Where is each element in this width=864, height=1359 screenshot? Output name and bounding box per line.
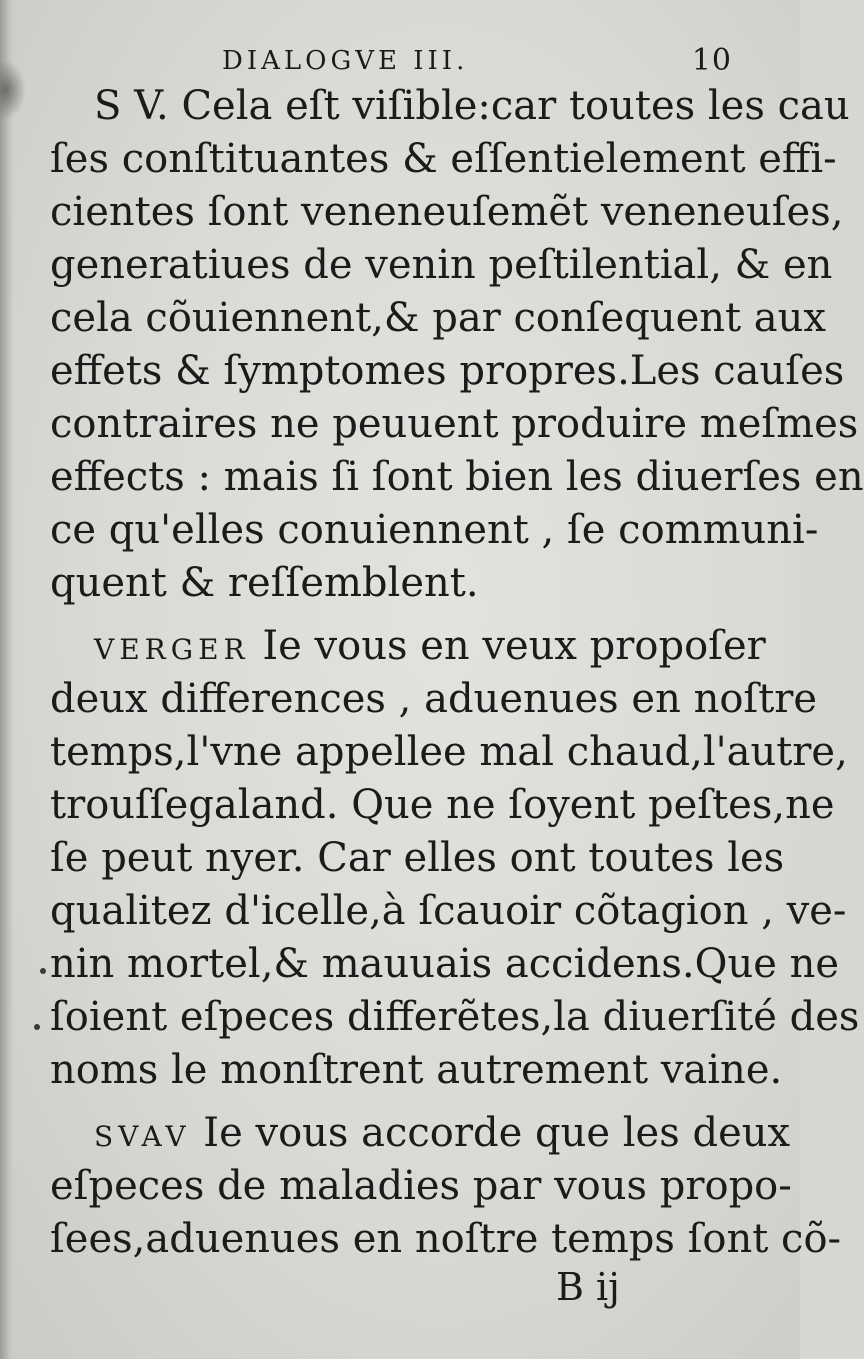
text-line: contraires ne peuuent produire meſmes: [50, 401, 859, 447]
text-line: quent & reſſemblent.: [50, 560, 479, 606]
page-gutter-shadow: [0, 0, 14, 1359]
text-line: effects : mais ſi ſont bien les diuerſes en: [50, 454, 864, 500]
text-line: deux differences , aduenues en noſtre: [50, 676, 818, 722]
body-text: [50, 80, 864, 1266]
text-line: nin mortel,& mauuais accidens.Que ne: [50, 941, 840, 987]
text-line: eſpeces de maladies par vous propo-: [50, 1163, 792, 1209]
text-line: qualitez d'icelle,à ſcauoir cõtagion , ve-: [50, 888, 847, 934]
text-line: ſe peut nyer. Car elles ont toutes les: [50, 835, 785, 881]
running-header: [222, 40, 732, 82]
text-line: temps,l'vne appellee mal chaud,l'autre,: [50, 729, 848, 775]
paragraph-svav: [50, 1107, 842, 1266]
paragraph-su: [50, 80, 864, 610]
text-line: generatiues de venin peſtilential, & en: [50, 242, 833, 288]
ink-smudge: [0, 60, 26, 120]
text-line: effets & ſymptomes propres.Les cauſes: [50, 348, 845, 394]
text-line: S V. Cela eſt viſible:car toutes les cau: [94, 83, 850, 129]
signature-mark: B ij: [556, 1265, 620, 1309]
margin-dot: [34, 1024, 40, 1030]
speaker-name: VERGER: [94, 633, 250, 666]
margin-dot: [40, 968, 46, 974]
running-title: DIALOGVE III.: [222, 46, 469, 76]
text-line: ſes conſtituantes & eſſentielement effi-: [50, 136, 837, 182]
text-line: cela cõuiennent,& par conſequent aux: [50, 295, 826, 341]
text-line: noms le monſtrent autrement vaine.: [50, 1047, 783, 1093]
text-line: ce qu'elles conuiennent , ſe communi-: [50, 507, 819, 553]
paragraph-verger: [50, 620, 860, 1097]
text-line: ſees,aduenues en noſtre temps ſont cõ-: [50, 1216, 842, 1262]
text-line: ſoient eſpeces differẽtes,la diuerſité des: [50, 994, 860, 1040]
page-number: 10: [691, 43, 732, 78]
text-line: trouſſegaland. Que ne ſoyent peſtes,ne: [50, 782, 835, 828]
text-line: VERGER Ie vous en veux propoſer: [94, 623, 766, 669]
text-line: SVAV Ie vous accorde que les deux: [94, 1110, 791, 1156]
speaker-name: S V.: [94, 83, 169, 129]
text-line: cientes ſont veneneuſemẽt veneneuſes,: [50, 189, 844, 235]
speaker-name: SVAV: [94, 1120, 191, 1153]
